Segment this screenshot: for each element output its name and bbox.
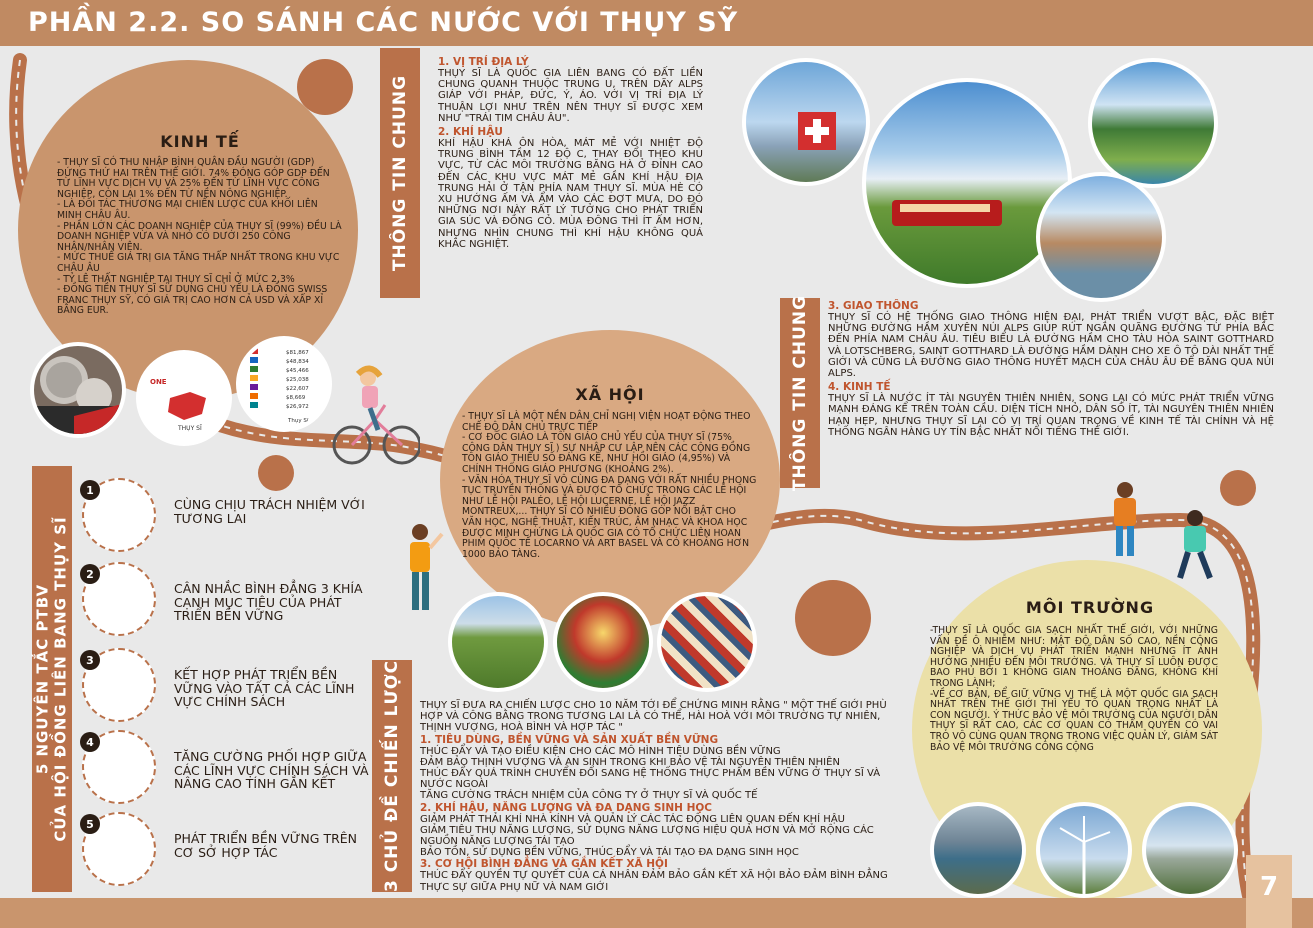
general-info-p3: THỤY SĨ CÓ HỆ THỐNG GIAO THÔNG HIỆN ĐẠI, PHÁT TRIỂN VƯỢT BẬC, ĐẶC BIỆT NHỮNG ĐƯỜNG HẦM XUYÊN NÚI ALPS GIÚP RÚT NGẮN QUÃNG ĐƯỜNG TỪ PHÍA BẮC ĐẾN PHÍA NAM CHÂU ÂU. TIÊU BIỂU LÀ ĐƯỜNG HẦM CHO TÀU HỎA SAINT GOTTHARD VÀ LOTSCHBERG, SAINT GOTTHARD LÀ ĐƯỜNG HẦM DÀNH CHO XE Ô TÔ DÀI NHẤT THẾ GIỚI VÀ CŨNG LÀ ĐƯỜNG GIAO THÔNG HUYẾT MẠCH CỦA CHÂU ÂU ĐỂ BĂNG QUA NÚI ALPS. [828, 312, 1274, 380]
decor-circle [258, 455, 294, 491]
general-info-section [438, 56, 703, 250]
chart-value-label: $81,867 [286, 350, 309, 356]
principle-text: PHÁT TRIỂN BỀN VỮNG TRÊN CƠ SỞ HỢP TÁC [174, 831, 358, 860]
lake-photo [930, 802, 1026, 898]
chart-flag [250, 357, 258, 363]
chart-value-label: $45,466 [286, 368, 309, 374]
chart-flag [250, 402, 258, 408]
strategy-p3: THÚC ĐẨY QUYỀN TỰ QUYẾT CỦA CÁ NHÂN ĐẢM BẢO GẮN KẾT XÃ HỘI BẢO ĐẢM BÌNH ĐẲNG THỰC SỰ GIỮA PHỤ NỮ VÀ NAM GIỚI [420, 870, 888, 893]
environment-title: MÔI TRƯỜNG [1025, 598, 1155, 617]
chart-value-label: $25,038 [286, 377, 309, 383]
strategy-h1: 1. TIÊU DÙNG, BỀN VỮNG VÀ SẢN XUẤT BỀN VỮNG [420, 733, 719, 746]
general-info-h4: 4. KINH TẾ [828, 381, 891, 394]
chart-flag [250, 384, 258, 390]
chart-flag [250, 366, 258, 372]
principle-number: 2 [80, 564, 100, 584]
general-info-p1: THỤY SĨ LÀ QUỐC GIA LIÊN BANG CÓ ĐẤT LIỀN CHUNG QUANH THUỘC TRUNG U, TRÊN DÃY ALPS GIÁP VỚI PHÁP, ĐỨC, Ý, ÁO. VỚI VỊ TRÍ ĐỊA LÝ THUẬN LỢI NHƯ TRÊN NÊN THỤY SĨ ĐƯỢC XEM NHƯ "TRÁI TIM CHÂU ÂU". [438, 68, 703, 124]
principle-number: 1 [80, 480, 100, 500]
map-label: THỤY SĨ [178, 425, 202, 432]
principle-text: CÂN NHẮC BÌNH ĐẲNG 3 KHÍA CẠNH MỤC TIÊU CỦA PHÁT TRIỂN BỀN VỮNG [174, 581, 363, 623]
general-info-h3: 3. GIAO THÔNG [828, 300, 919, 312]
chart-flag [250, 348, 258, 354]
general-info-bar-top [380, 48, 420, 298]
coins-photo [30, 342, 126, 438]
strategy-bar-label: 3 CHỦ ĐỀ CHIẾN LƯỢC [382, 659, 403, 893]
chart-value-label: $26,972 [286, 404, 309, 410]
general-info-section-2 [828, 300, 1274, 438]
parade-photo [657, 592, 757, 692]
swiss-flag-icon [798, 112, 836, 150]
chart-flag [250, 393, 258, 399]
strategy-h2: 2. KHÍ HẬU, NĂNG LƯỢNG VÀ ĐA DẠNG SINH HỌC [420, 801, 712, 814]
city-photo [1036, 172, 1166, 302]
economy-text: - THỤY SĨ CÓ THU NHẬP BÌNH QUÂN ĐẦU NGƯỜI (GDP) ĐỨNG THỨ HAI TRÊN THẾ GIỚI. 74% ĐÓNG GÓP GDP ĐẾN TỪ LĨNH VỰC DỊCH VỤ VÀ 25% ĐẾN TỪ LĨNH VỰC CÔNG NGHIỆP, CÒN LẠI 1% ĐẾN TỪ NỀN NÔNG NGHIỆP. - LÀ ĐỐI TÁC THƯƠNG MẠI CHIẾN LƯỢC CỦA KHỐI LIÊN MINH CHÂU ÂU. - PHẦN LỚN CÁC DOANH NGHIỆP CỦA THỤY SĨ (99%) ĐỀU LÀ DOANH NGHIỆP VỪA VÀ NHỎ CÓ DƯỚI 250 CÔNG NHÂN/NHÂN VIÊN. - MỨC THUẾ GIÁ TRỊ GIA TĂNG THẤP NHẤT TRONG KHU VỰC CHÂU ÂU - TỶ LỆ THẤT NGHIỆP TẠI THỤY SĨ CHỈ Ở MỨC 2,3% - ĐỒNG TIỀN THỤY SĨ SỬ DỤNG CHỦ YẾU LÀ ĐỒNG SWISS FRANC THỤY SỸ, CÓ GIÁ TRỊ CAO HƠN CẢ USD VÀ XẤP XỈ BẰNG EUR. [57, 157, 342, 317]
chart-value-label: $8,669 [286, 395, 306, 401]
principles-bar-line1: 5 NGUYÊN TẮC PTBV [34, 583, 53, 775]
principle-text: KẾT HỢP PHÁT TRIỂN BỀN VỮNG VÀO TẤT CẢ CÁC LĨNH VỰC CHÍNH SÁCH [174, 667, 355, 709]
economy-title: KINH TẾ [160, 132, 240, 151]
strategy-h3: 3. CƠ HỘI BÌNH ĐẲNG VÀ GẮN KẾT XÃ HỘI [420, 858, 668, 871]
principle-number: 5 [80, 814, 100, 834]
strategy-bar [372, 660, 412, 892]
wind-turbine-photo [1036, 802, 1132, 898]
principle-text: TĂNG CƯỜNG PHỐI HỢP GIỮA CÁC LĨNH VỰC CHÍNH SÁCH VÀ NÂNG CAO TÍNH GẮN KẾT [174, 749, 369, 791]
strategy-section [420, 700, 898, 893]
general-info-bar-right-label: THÔNG TIN CHUNG [790, 294, 811, 492]
decor-circle [795, 580, 871, 656]
chart-value-label: $22,607 [286, 386, 309, 392]
principles-bar [32, 466, 72, 892]
principle-number: 3 [80, 650, 100, 670]
footer-bar [0, 898, 1313, 928]
swiss-map-card [136, 350, 232, 446]
farmer-photo [448, 592, 548, 692]
general-info-h2: 2. KHÍ HẬU [438, 126, 503, 139]
principle-number: 4 [80, 732, 100, 752]
general-info-bar-right [780, 294, 820, 492]
principles-bar-line2: CỦA HỘI ĐỒNG LIÊN BANG THỤY SĨ [52, 516, 71, 842]
environment-text: -THỤY SĨ LÀ QUỐC GIA SẠCH NHẤT THẾ GIỚI, VỚI NHỮNG VẤN ĐỀ Ô NHIỄM NHƯ: MẬT ĐỘ DÂN SỐ CAO, NỀN CÔNG NGHIỆP VÀ DỊCH VỤ PHÁT TRIỂN MẠNH NHƯNG ÍT ẢNH HƯỞNG NHIỀU ĐẾN MÔI TRƯỜNG. VÀ THỤY SĨ LUÔN ĐƯỢC BAO PHỦ BỞI 1 KHÔNG GIAN THOÁNG ĐÃNG, KHÔNG KHÍ TRONG LÀNH; -VỀ CƠ BẢN, ĐỂ GIỮ VỮNG VỊ THẾ LÀ MỘT QUỐC GIA SẠCH NHẤT TRÊN THẾ GIỚI THÌ YẾU TỐ QUAN TRỌNG NHẤT LÀ CON NGƯỜI. Ý THỨC BẢO VỆ MÔI TRƯỜNG CỦA NGƯỜI DÂN THỤY SĨ RẤT CAO, CÁC CƠ QUAN CÓ THẨM QUYỀN CÓ VAI TRÒ VÔ CÙNG QUAN TRỌNG TRONG VIỆC QUẢN LÝ, GIÁM SÁT BẢO VỆ MÔI TRƯỜNG CÔNG CỘNG [930, 625, 1218, 753]
principle-text: CÙNG CHỊU TRÁCH NHIỆM VỚI TƯƠNG LAI [174, 497, 365, 526]
chart-flag [250, 375, 258, 381]
society-text: - THỤY SĨ LÀ MỘT NỀN DÂN CHỈ NGHỊ VIỆN HOẠT ĐỘNG THEO CHẾ ĐỘ DÂN CHỦ TRỰC TIẾP - CƠ ĐỐC GIÁO LÀ TÔN GIÁO CHỦ YẾU CỦA THỤY SĨ (75% CÔNG DÂN THỤY SĨ ) SỰ NHẬP CƯ LẬP NÊN CÁC CỘNG ĐỒNG TÔN GIÁO THIỂU SỐ ĐÁNG KỂ, NHƯ HỒI GIÁO (4,95%) VÀ CHÍNH THỐNG GIÁO PHƯƠNG (KHOẢNG 2%). - VĂN HÓA THỤY SĨ VÔ CÙNG ĐA DẠNG VỚI RẤT NHIỀU PHONG TỤC TRUYỀN THỐNG VÀ ĐƯỢC TỔ CHỨC TRONG CÁC LỄ HỘI NHƯ LỄ HỘI PALÉO, LỄ HỘI LUCERNE, LỄ HỘI JAZZ MONTREUX,... THỤY SĨ CÓ NHIỀU ĐÓNG GÓP NỔI BẬT CHO VĂN HỌC, NGHỆ THUẬT, KIẾN TRÚC, ÂM NHẠC VÀ KHOA HỌC ĐƯỢC MINH CHỨNG LÀ QUỐC GIA CÓ TỔ CHỨC LIÊN HOAN PHIM QUỐC TẾ LOCARNO VÀ ART BASEL VÀ CÓ KHOẢNG HƠN 1000 BẢO TÀNG. [462, 411, 757, 560]
cyclist-illustration [330, 360, 420, 470]
festival-photo [553, 592, 653, 692]
valley-photo [1088, 58, 1218, 188]
strategy-p2: GIẢM PHÁT THẢI KHÍ NHÀ KÍNH VÀ QUẢN LÝ CÁC TÁC ĐỘNG LIÊN QUAN ĐẾN KHÍ HẬU GIẢM TIÊU THỤ NĂNG LƯỢNG, SỬ DỤNG NĂNG LƯỢNG HIỆU QUẢ HƠN VÀ MỞ RỘNG CÁC NGUỒN NĂNG LƯỢNG TÁI TẠO BẢO TỒN, SỬ DỤNG BỀN VỮNG, THÚC ĐẨY VÀ TÁI TẠO ĐA DẠNG SINH HỌC [420, 813, 874, 859]
general-info-p2: KHÍ HẬU KHÁ ÔN HÒA, MÁT MẺ VỚI NHIỆT ĐỘ TRUNG BÌNH TẦM 12 ĐỘ C, THAY ĐỔI THEO KHU VỰC, TỪ CÁC MÔI TRƯỜNG BĂNG HÀ Ở ĐỈNH CAO ĐẾN CÁC KHU VỰC MÁT MẺ GẦN KHÍ HẬU ĐỊA TRUNG HẢI Ở TẬN PHÍA NAM THỤY SĨ. MÙA HÈ CÓ XU HƯỚNG ẤM VÀ ẨM VÀO CÁC ĐỢT MƯA, DO ĐÓ NHỮNG NƠI NÀY RẤT LÝ TƯỞNG CHO PHÁT TRIỂN GIA SÚC VÀ ĐỒNG CỎ. MÙA ĐÔNG THÌ ÍT ẤM HƠN, NHƯNG NHÌN CHUNG THÌ KHÍ HẬU KHÔNG QUÁ KHẮC NGHIỆT. [438, 138, 703, 250]
general-info-p4: THỤY SĨ LÀ NƯỚC ÍT TÀI NGUYÊN THIÊN NHIÊN, SONG LẠI CÓ MỨC PHÁT TRIỂN VỮNG MẠNH ĐÁNG KỂ TRÊN TOÀN CẦU. DIỆN TÍCH NHỎ, DÂN SỐ ÍT, TÀI NGUYÊN THIÊN NHIÊN HẠN HẸP, NHƯNG THỤY SĨ LẠI CÓ VỊ TRÍ QUAN TRỌNG VỀ KINH TẾ TÀI CHÍNH VÀ HỆ THỐNG NGÂN HÀNG UY TÍN BẬC NHẤT NỔI TIẾNG THẾ GIỚI. [828, 393, 1274, 438]
general-info-bar-top-label: THÔNG TIN CHUNG [390, 74, 411, 272]
power-plant-photo [1142, 802, 1238, 898]
page-title: PHẦN 2.2. SO SÁNH CÁC NƯỚC VỚI THỤY SỸ [28, 7, 739, 38]
strategy-p1: THÚC ĐẨY VÀ TẠO ĐIỀU KIỆN CHO CÁC MÔ HÌNH TIÊU DÙNG BỀN VỮNG ĐẢM BẢO THỊNH VƯỢNG VÀ AN SINH TRONG KHI BẢO VỆ TÀI NGUYÊN THIÊN NHIÊN THÚC ĐẨY QUÁ TRÌNH CHUYỂN ĐỔI SANG HỆ THỐNG THỰC PHẨM BỀN VỮNG Ở THỤY SĨ VÀ NƯỚC NGOÀI TĂNG CƯỜNG TRÁCH NHIỆM CỦA CÔNG TY Ở THỤY SĨ VÀ QUỐC TẾ [420, 745, 881, 802]
chart-value-label: $48,834 [286, 359, 309, 365]
strategy-intro: THỤY SĨ ĐƯA RA CHIẾN LƯỢC CHO 10 NĂM TỚI ĐỂ CHỨNG MINH RẰNG " MỘT THẾ GIỚI PHÙ HỢP VÀ CÔNG BẰNG TRONG TƯƠNG LAI LÀ CÓ THỂ, HÀI HOÀ VỚI MÔI TRƯỜNG TỰ NHIÊN, THỊNH VƯỢNG, HOÀ BÌNH VÀ HỢP TÁC " [420, 700, 887, 734]
gdp-chart-card [236, 336, 332, 432]
person-illustration [398, 520, 448, 620]
general-info-h1: 1. VỊ TRÍ ĐỊA LÝ [438, 56, 529, 68]
society-title: XÃ HỘI [575, 385, 645, 404]
chart-caption: Thụy Sĩ [288, 418, 309, 424]
svg-text:ONE: ONE [150, 378, 167, 386]
page-number: 7 [1259, 872, 1279, 902]
